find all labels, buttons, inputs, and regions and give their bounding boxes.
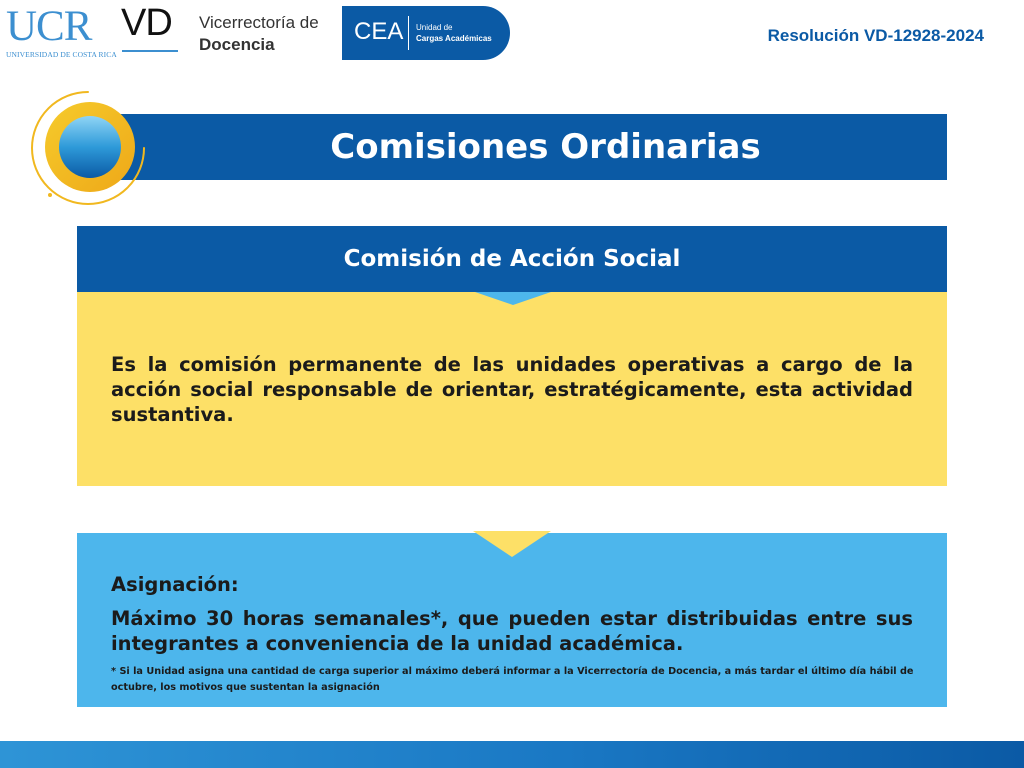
commission-description: Es la comisión permanente de las unidades operativas a cargo de la acción social responsable de orientar, estratégicamente, esta actividad sustantiva. [111, 353, 913, 426]
vicerrectoria-line-2: Docencia [199, 35, 275, 54]
cea-logo-subtitle [416, 22, 492, 44]
cea-logo-sub-line-2: Cargas Académicas [416, 34, 492, 43]
vd-logo [118, 2, 184, 56]
vd-logo-underline [122, 50, 178, 52]
ucr-logo-word: UCR [6, 3, 92, 50]
ucr-logo-subtitle: UNIVERSIDAD DE COSTA RICA [6, 50, 117, 59]
cea-logo-divider [408, 16, 409, 50]
vicerrectoria-line-1: Vicerrectoría de [199, 13, 319, 32]
ucr-logo [4, 3, 117, 60]
resolution-number: Resolución VD-12928-2024 [767, 26, 984, 45]
assignment-footnote: * Si la Unidad asigna una cantidad de carga superior al máximo deberá informar a la Vicerrectoría de Docencia, a más tardar el último día hábil de octubre, los motivos que sustentan la asignación [111, 666, 914, 693]
assignment-text: Máximo 30 horas semanales*, que pueden estar distribuidas entre sus integrantes a conveniencia de la unidad académica. [111, 607, 913, 655]
assignment-label: Asignación: [111, 573, 239, 596]
cea-logo-word: CEA [354, 18, 404, 45]
description-panel-notch [475, 292, 551, 305]
commission-name: Comisión de Acción Social [343, 246, 681, 272]
cea-logo [342, 6, 510, 60]
assignment-panel-notch [473, 531, 551, 557]
vd-logo-word: VD [121, 2, 172, 44]
commission-header [77, 226, 947, 292]
title-banner [104, 114, 947, 180]
footer-bar [0, 741, 1024, 768]
sun-circle-icon [28, 88, 148, 208]
cea-logo-sub-line-1: Unidad de [416, 23, 453, 32]
vicerrectoria-name [199, 12, 319, 56]
page-title: Comisiones Ordinarias [330, 127, 761, 167]
